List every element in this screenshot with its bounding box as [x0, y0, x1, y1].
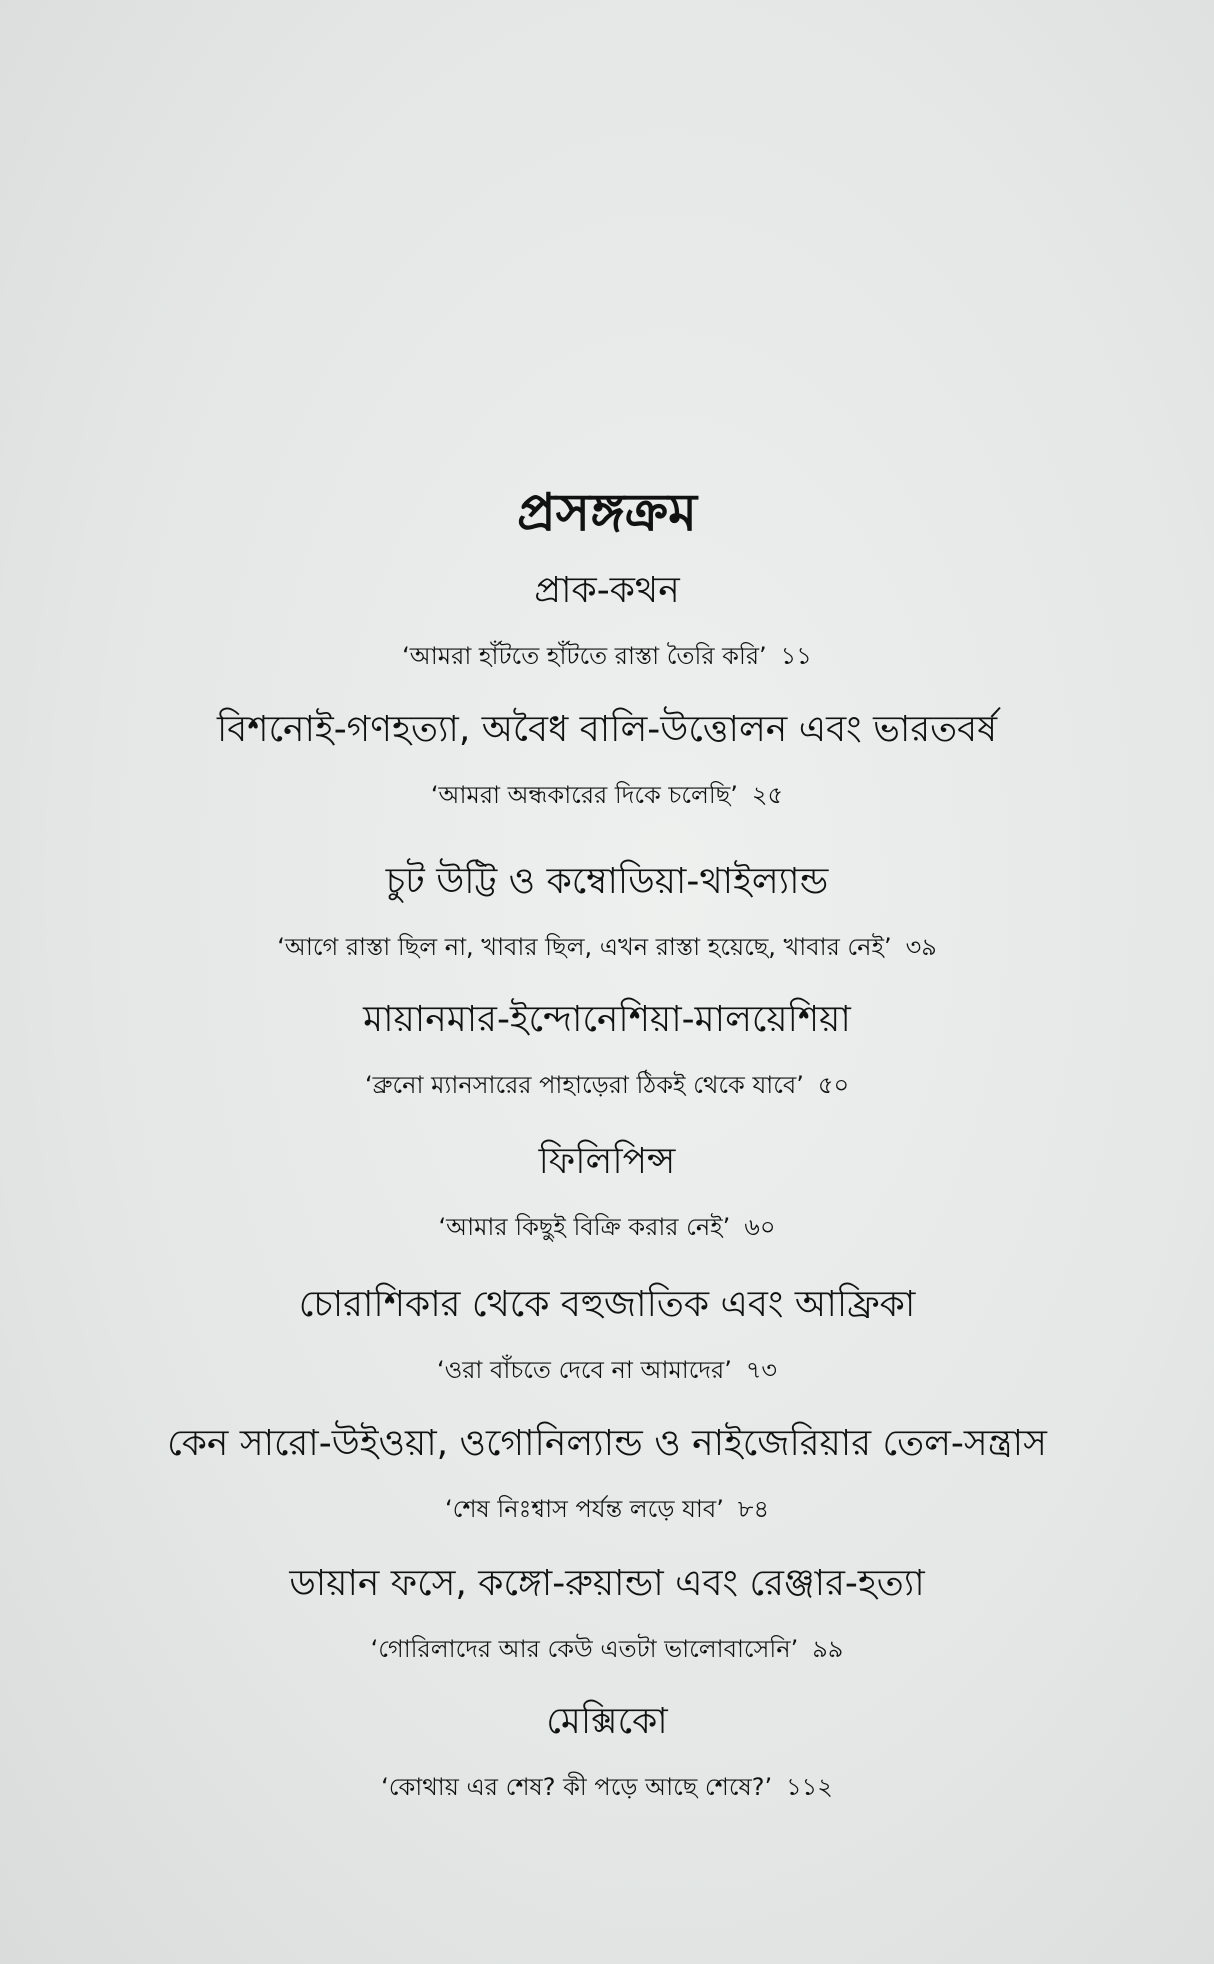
chapter-subtitle-line [0, 929, 1214, 965]
chapter-title: মেক্সিকো [546, 1701, 668, 1742]
chapter-title: মায়ানমার-ইন্দোনেশিয়া-মালয়েশিয়া [363, 999, 851, 1040]
chapter-quote: ‘গোরিলাদের আর কেউ এতটা ভালোবাসেনি’ [370, 1635, 799, 1663]
chapter-title: ডায়ান ফসে, কঙ্গো-রুয়ান্ডা এবং রেঞ্জার-হত্যা [289, 1563, 925, 1604]
chapter-subtitle-line [0, 1067, 1214, 1103]
page-number: ১১২ [786, 1773, 833, 1801]
chapter-title: কেন সারো-উইওয়া, ওগোনিল্যান্ড ও নাইজেরিয়ার তেল-সন্ত্রাস [167, 1423, 1047, 1464]
chapter-title: প্রাক-কথন [534, 570, 680, 611]
toc-heading: প্রসঙ্গক্রম [516, 483, 697, 543]
toc-entry [0, 1419, 1214, 1527]
chapter-subtitle-line [0, 1491, 1214, 1527]
chapter-title: চোরাশিকার থেকে বহুজাতিক এবং আফ্রিকা [298, 1284, 916, 1325]
chapter-quote: ‘আগে রাস্তা ছিল না, খাবার ছিল, এখন রাস্তা হয়েছে, খাবার নেই’ [277, 933, 892, 961]
toc-entry [0, 1137, 1214, 1245]
chapter-quote: ‘আমরা অন্ধকারের দিকে চলেছি’ [430, 781, 738, 809]
chapter-title: ফিলিপিন্স [538, 1141, 676, 1182]
chapter-subtitle-line [0, 777, 1214, 813]
page-number: ৫০ [817, 1071, 850, 1099]
toc-entry [0, 857, 1214, 965]
page-number: ১১ [780, 642, 812, 670]
toc-entry [0, 1559, 1214, 1667]
chapter-subtitle-line [0, 1352, 1214, 1388]
page-number: ৮৪ [737, 1495, 770, 1523]
page-number: ২৫ [751, 781, 784, 809]
chapter-quote: ‘কোথায় এর শেষ? কী পড়ে আছে শেষে?’ [381, 1773, 773, 1801]
chapter-title: চুট উট্টি ও কম্বোডিয়া-থাইল্যান্ড [385, 861, 829, 902]
chapter-subtitle-line [0, 1769, 1214, 1805]
page-number: ৯৯ [812, 1635, 844, 1663]
page-number: ৩৯ [905, 933, 937, 961]
chapter-quote: ‘আমরা হাঁটতে হাঁটতে রাস্তা তৈরি করি’ [402, 642, 767, 670]
chapter-subtitle-line [0, 638, 1214, 674]
chapter-quote: ‘ওরা বাঁচতে দেবে না আমাদের’ [436, 1356, 732, 1384]
page-number: ৬০ [744, 1213, 776, 1241]
chapter-subtitle-line [0, 1209, 1214, 1245]
chapter-quote: ‘শেষ নিঃশ্বাস পর্যন্ত লড়ে যাব’ [444, 1495, 724, 1523]
toc-entry [0, 1697, 1214, 1805]
toc-entry [0, 566, 1214, 674]
chapter-subtitle-line [0, 1631, 1214, 1667]
chapter-quote: ‘ব্রুনো ম্যানসারের পাহাড়েরা ঠিকই থেকে যাবে’ [364, 1071, 804, 1099]
chapter-title: বিশনোই-গণহত্যা, অবৈধ বালি-উত্তোলন এবং ভারতবর্ষ [216, 709, 998, 750]
toc-entry [0, 705, 1214, 813]
page-number: ৭৩ [745, 1356, 778, 1384]
toc-entry [0, 995, 1214, 1103]
toc-entry [0, 1280, 1214, 1388]
chapter-quote: ‘আমার কিছুই বিক্রি করার নেই’ [438, 1213, 731, 1241]
